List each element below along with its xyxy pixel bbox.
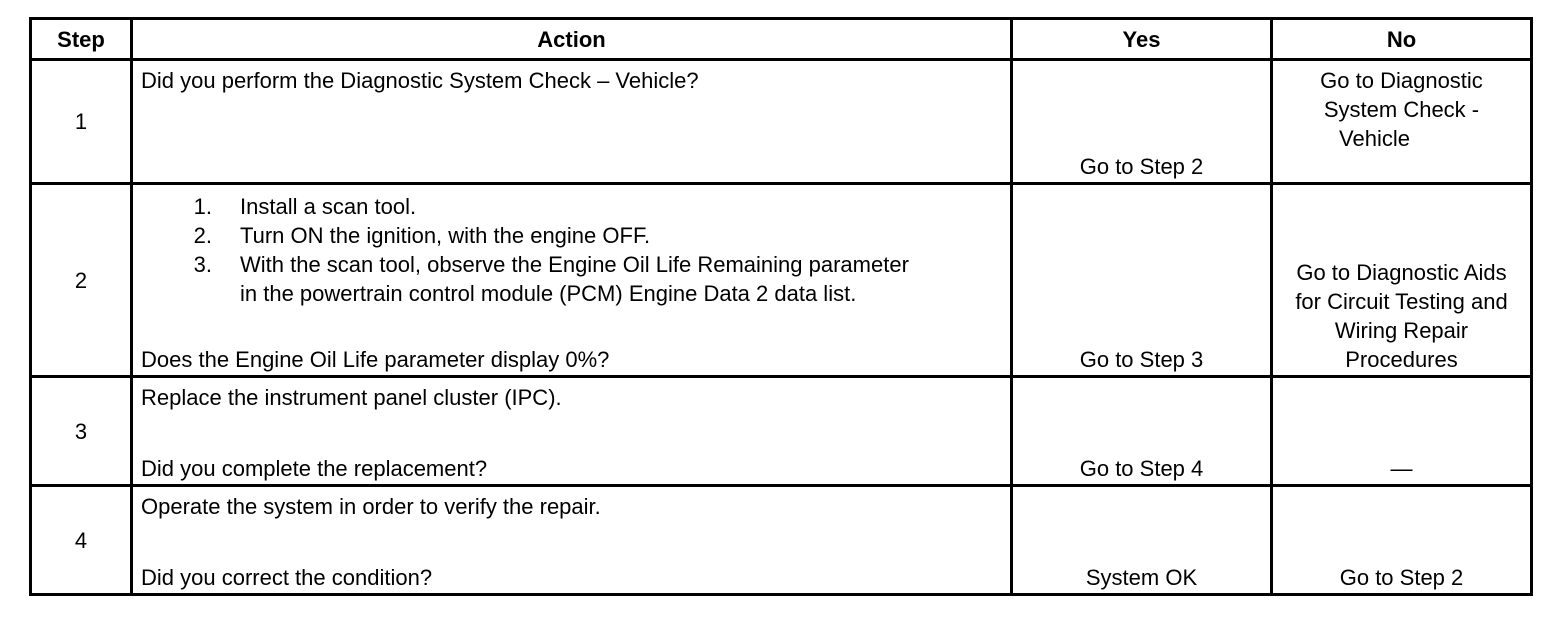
yes-text: System OK [1085, 565, 1198, 590]
table-row [31, 60, 1532, 184]
header-row [31, 19, 1532, 60]
list-item [141, 192, 1002, 221]
no-text: Go to Step 2 [1339, 565, 1464, 590]
no-cell [1272, 377, 1532, 486]
action-text: Operate the system in order to verify the repair. [141, 494, 601, 519]
list-text: in the powertrain control module (PCM) Engine Data 2 data list. [240, 281, 857, 306]
action-cell [132, 184, 1012, 377]
list-item [141, 279, 1002, 308]
yes-text: Go to Step 3 [1079, 347, 1204, 372]
yes-cell [1012, 184, 1272, 377]
action-cell [132, 486, 1012, 595]
list-number: 3. [193, 252, 212, 277]
list-item [141, 250, 1002, 279]
list-text: Turn ON the ignition, with the engine OFF. [240, 223, 651, 248]
action-question: Does the Engine Oil Life parameter display 0%? [141, 347, 610, 372]
action-step-list [141, 192, 1002, 308]
no-text-line: Procedures [1345, 347, 1458, 372]
no-text-line: Go to Diagnostic [1320, 68, 1483, 93]
action-cell [132, 60, 1012, 184]
no-cell [1272, 60, 1532, 184]
action-cell [132, 377, 1012, 486]
action-text: Did you perform the Diagnostic System Check – Vehicle? [141, 68, 699, 93]
list-number: 2. [193, 223, 212, 248]
action-question: Did you correct the condition? [141, 565, 433, 590]
step-number: 4 [31, 486, 132, 595]
header-no: No [1272, 19, 1532, 60]
diagnostic-table [29, 17, 1533, 596]
no-text-line: Go to Diagnostic Aids [1296, 260, 1507, 285]
list-item [141, 221, 1002, 250]
yes-text: Go to Step 2 [1079, 154, 1204, 179]
list-text: Install a scan tool. [240, 194, 417, 219]
list-text: With the scan tool, observe the Engine Oil Life Remaining parameter [240, 252, 909, 277]
no-cell [1272, 184, 1532, 377]
action-text: Replace the instrument panel cluster (IPC). [141, 385, 562, 410]
action-question: Did you complete the replacement? [141, 456, 488, 481]
no-text [1273, 66, 1530, 153]
yes-text: Go to Step 4 [1079, 456, 1204, 481]
table-row [31, 377, 1532, 486]
yes-cell [1012, 486, 1272, 595]
yes-cell [1012, 377, 1272, 486]
no-text-line: for Circuit Testing and [1295, 289, 1508, 314]
header-action: Action [132, 19, 1012, 60]
no-text-line: System Check - [1323, 97, 1480, 122]
no-text: — [1390, 456, 1413, 481]
table-row [31, 486, 1532, 595]
no-text [1273, 258, 1530, 374]
header-yes: Yes [1012, 19, 1272, 60]
no-text-line: Vehicle [1339, 126, 1410, 151]
step-number: 1 [31, 60, 132, 184]
no-cell [1272, 486, 1532, 595]
no-text-line: Wiring Repair [1334, 318, 1469, 343]
yes-cell [1012, 60, 1272, 184]
step-number: 2 [31, 184, 132, 377]
list-number [141, 279, 240, 308]
list-number: 1. [193, 194, 212, 219]
table-row [31, 184, 1532, 377]
header-step: Step [31, 19, 132, 60]
step-number: 3 [31, 377, 132, 486]
